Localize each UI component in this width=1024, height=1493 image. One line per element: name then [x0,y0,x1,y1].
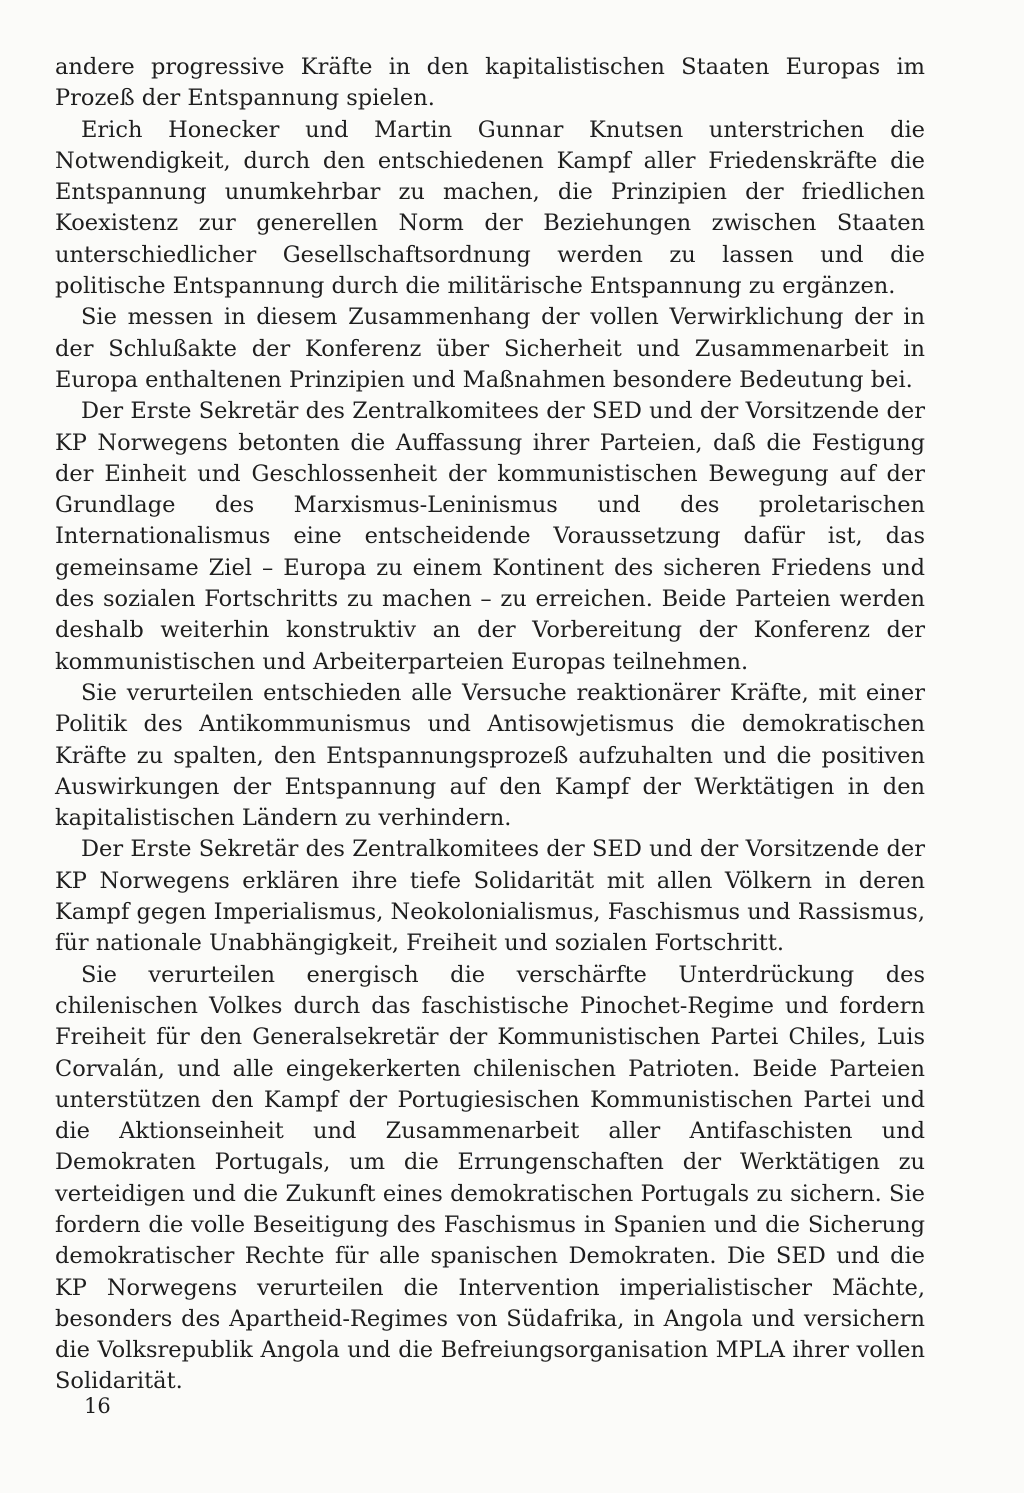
paragraph-einheit: Der Erste Sekretär des Zentralkomitees der SED und der Vorsitzende der KP Norwegens betonten die Auffassung ihrer Parteien, daß die Festigung der Einheit und Geschlossenheit der kommunistischen Bewegung auf der Grundlage des Marxismus-Leninismus und des proletarischen Internationalismus eine entscheidende Voraussetzung dafür ist, das gemeinsame Ziel – Europa zu einem Kontinent des sicheren Friedens und des sozialen Fortschritts zu machen – zu erreichen. Beide Parteien werden deshalb weiterhin konstruktiv an der Vorbereitung der Konferenz der kommunistischen und Arbeiterparteien Europas teilnehmen. [55,398,925,675]
paragraph-honecker-knutsen: Erich Honecker und Martin Gunnar Knutsen unterstrichen die Notwendigkeit, durch den entschiedenen Kampf aller Friedenskräfte die Entspannung unumkehrbar zu machen, die Prinzipien der friedlichen Koexistenz zur generellen Norm der Beziehungen zwischen Staaten unterschiedlicher Gesellschaftsordnung werden zu lassen und die politische Entspannung durch die militärische Entspannung zu ergänzen. [55,116,925,300]
paragraph-chile-portugal: Sie verurteilen energisch die verschärfte Unterdrückung des chilenischen Volkes durch das faschistische Pinochet-Regime und fordern Freiheit für den Generalsekretär der Kommunistischen Partei Chiles, Luis Corvalán, und alle eingekerkerten chilenischen Patrioten. Beide Parteien unterstützen den Kampf der Portugiesischen Kommunistischen Partei und die Aktionseinheit und Zusammenarbeit aller Antifaschisten und Demokraten Portugals, um die Errungenschaften der Werktätigen zu verteidigen und die Zukunft eines demokratischen Portugals zu sichern. Sie fordern die volle Beseitigung des Faschismus in Spanien und die Sicherung demokratischer Rechte für alle spanischen Demokraten. Die SED und die KP Norwegens verurteilen die Intervention imperialistischer Mächte, besonders des Apartheid-Regimes von Südafrika, in Angola und versichern die Volksrepublik Angola und die Befreiungsorganisation MPLA ihrer vollen Solidarität. [55,961,925,1395]
page-number: 16 [84,1394,111,1418]
paragraph-schlussakte: Sie messen in diesem Zusammenhang der vollen Verwirklichung der in der Schlußakte der Konferenz über Sicherheit und Zusammenarbeit in Europa enthaltenen Prinzipien und Maßnahmen besondere Bedeutung bei. [55,304,925,393]
paragraph-versuche: Sie verurteilen entschieden alle Versuche reaktionärer Kräfte, mit einer Politik des Antikommunismus und Antisowjetismus die demokratischen Kräfte zu spalten, den Entspannungsprozeß aufzuhalten und die positiven Auswirkungen der Entspannung auf den Kampf der Werktätigen in den kapitalistischen Ländern zu verhindern. [55,679,925,832]
paragraph-continuation: andere progressive Kräfte in den kapitalistischen Staaten Europas im Prozeß der Entspannung spielen. [55,54,925,112]
body-text [55,52,925,1398]
paragraph-solidaritaet: Der Erste Sekretär des Zentralkomitees der SED und der Vorsitzende der KP Norwegens erklären ihre tiefe Solidarität mit allen Völkern in deren Kampf gegen Imperialismus, Neokolonialismus, Faschismus und Rassismus, für nationale Unabhängigkeit, Freiheit und sozialen Fortschritt. [55,836,925,957]
